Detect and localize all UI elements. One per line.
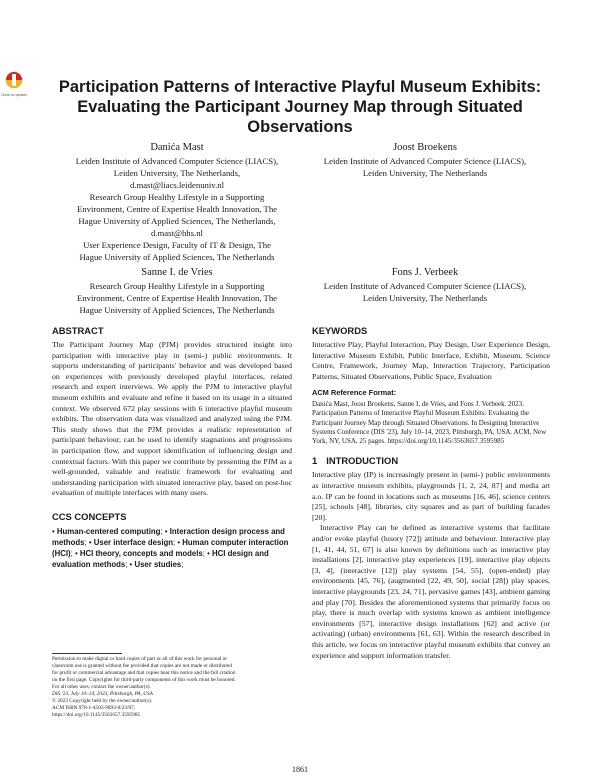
author-block-broekens <box>300 141 550 179</box>
affiliation-line: Research Group Healthy Lifestyle in a Supporting <box>89 281 265 291</box>
ccs-item[interactable]: Interaction design process and methods <box>52 526 285 547</box>
affiliation-line: Leiden University, The Netherlands, <box>113 168 241 178</box>
reference-format-heading: ACM Reference Format: <box>312 388 397 398</box>
footnote-line: DIS '23, July 10–14, 2023, Pittsburgh, PA, USA <box>52 691 153 697</box>
author-name: Joost Broekens <box>393 142 457 153</box>
author-block-mast <box>52 141 302 263</box>
keywords-text: Interactive Play, Playful Interaction, Play Design, User Experience Design, Interactive Museum Exhibit, Public Interface, Exhibit, Museum, Science Centre, Framework, Journey Map, Interaction Trajectory, Participation Patterns, Situated Observations, Public Space, Evaluation <box>312 340 550 381</box>
page-number: 1861 <box>292 765 308 774</box>
author-name: Sanne I. de Vries <box>141 267 213 278</box>
affiliation-line: Research Group Healthy Lifestyle in a Supporting <box>89 192 265 202</box>
badge-label: Check for updates <box>1 93 27 97</box>
affiliation-line: Leiden Institute of Advanced Computer Science (LIACS), <box>323 281 527 291</box>
affiliation-line: Leiden University, The Netherlands <box>362 168 488 178</box>
footnote-line: ACM ISBN 978-1-4503-9893-0/23/07. <box>52 705 136 711</box>
ccs-item[interactable]: Human computer interaction (HCI) <box>52 537 289 558</box>
abstract-heading: ABSTRACT <box>52 325 104 336</box>
introduction-heading <box>312 455 550 467</box>
affiliation-line: Hague University of Applied Sciences, The Netherlands <box>79 252 275 262</box>
paper-title <box>50 77 550 137</box>
footnote-line: classroom use is granted without fee provided that copies are not made or distributed <box>52 663 232 669</box>
reference-format-text: Danića Mast, Joost Broekens, Sanne I. de Vries, and Fons J. Verbeek. 2023. Participation Patterns of Interactive Playful Museum Exhibits: Evaluating the Participant Journey Map through Situated Observations. In Designing Interactive Systems Conference (DIS '23), July 10–14, 2023, Pittsburgh, PA, USA. ACM, New York, NY, USA, 25 pages. https://doi.org/10.1145/3563657.3595985 <box>312 399 547 446</box>
affiliation-line: User Experience Design, Faculty of IT & Design, The <box>83 240 271 250</box>
author-email[interactable]: d.mast@liacs.leidenuniv.nl <box>129 180 225 190</box>
footnote-line: Permission to make digital or hard copies of part or all of this work for personal or <box>52 656 228 662</box>
author-name: Danića Mast <box>150 142 204 153</box>
left-column <box>52 325 292 570</box>
ccs-item[interactable]: User interface design <box>93 537 174 547</box>
affiliation-line: Environment, Centre of Expertise Health Innovation, The <box>76 204 278 214</box>
right-column <box>312 325 550 661</box>
affiliation-line: Leiden Institute of Advanced Computer Science (LIACS), <box>323 156 527 166</box>
affiliation-line: Leiden University, The Netherlands <box>362 293 488 303</box>
affiliation-line: Leiden Institute of Advanced Computer Science (LIACS), <box>75 156 279 166</box>
ccs-item[interactable]: Human-centered computing <box>56 526 161 536</box>
footnote-divider <box>52 653 122 654</box>
ccs-concepts: • Human-centered computing; • Interaction design process and methods; • User interface design; • Human computer interaction (HCI); • HCI theory, concepts and models; • HCI design and evaluation methods; • User studies; <box>52 526 289 569</box>
affiliation-line: Environment, Centre of Expertise Health Innovation, The <box>76 293 278 303</box>
title-line: Observations <box>247 118 353 136</box>
footnote-line: © 2023 Copyright held by the owner/author(s). <box>52 698 153 704</box>
ccs-item[interactable]: HCI design and evaluation methods <box>52 548 269 569</box>
author-email[interactable]: d.mast@hhs.nl <box>151 228 203 238</box>
abstract-text: The Participant Journey Map (PJM) provides structured insight into participation with interactive play in (semi-) public environments. It supports understanding of participants' behavior and was developed based on experiences with previously developed playful interfaces, related research and expert interviews. We apply the PJM to interactive playful museum exhibits and evaluate and refine it based on its usage in a situated context. We observed 672 play sessions with 6 interactive playful museum exhibits. The observation data was visualized and analyzed using the PJM. This study shows that the PJM provides a realistic representation of participant behaviour, can be used to identify stagnations and progressions in participation flow, and support identification of influencing design and contextual factors. With this paper we contribute by presenting the PJM as a well-grounded, valuable and realistic framework for evaluating and understanding participation with situated interactive play, based on post-hoc evaluation of multiple interfaces with many users. <box>52 340 292 498</box>
affiliation-line: Hague University of Applied Sciences, The Netherlands, <box>78 216 276 226</box>
intro-paragraph: Interactive Play can be defined as interactive systems that facilitate and/or evoke playful (lusory [72]) attitude and behaviour. Interactive play [1, 41, 44, 51, 67] is also known by definitions such as interactive play installations [2], interactive play experiences [19], interactive play objects [3, 4], (interactive [12]) play systems [54, 55], (open-ended) play environments [45, 76], (augmented [22, 49, 50], social [28]) play spaces, interactive playgrounds [23, 24, 71], pervasive games [43], ambient gaming and play [70]. Besides the aforementioned systems that primarily focus on play, there is much overlap with systems known as ambient intelligence environments [57], interactive design installations [62] and active (or activating) (urban) environments [61, 63]. Within the research described in this article, we focus on interactive playful museum exhibits that convey an experience and support information transfer. <box>312 523 550 660</box>
title-line: Evaluating the Participant Journey Map through Situated <box>77 98 523 116</box>
footnote-line: For all other uses, contact the owner/author(s). <box>52 684 151 690</box>
footnote-line: for profit or commercial advantage and that copies bear this notice and the full citation <box>52 670 236 676</box>
section-title: INTRODUCTION <box>326 455 399 467</box>
ccs-item[interactable]: HCI theory, concepts and models <box>79 548 203 558</box>
title-line: Participation Patterns of Interactive Playful Museum Exhibits: <box>58 78 542 96</box>
footnote-line: on the first page. Copyrights for third-party components of this work must be honored. <box>52 677 236 683</box>
affiliation-line: Hague University of Applied Sciences, The Netherlands <box>79 305 275 315</box>
author-block-verbeek <box>300 266 550 304</box>
check-for-updates-icon[interactable] <box>3 70 25 100</box>
intro-paragraph: Interactive play (IP) is increasingly present in (semi-) public environments as interactive museum exhibits, playgrounds [1, 2, 24, 87] and media art a.o. IP can be found in locations such as museums [16, 46], science centers [25], schools [48], libraries, city squares and as part of building facades [20]. <box>312 470 550 522</box>
copyright-footnote <box>52 656 292 719</box>
doi-link[interactable]: https://doi.org/10.1145/3563657.3595985 <box>52 712 141 718</box>
author-name: Fons J. Verbeek <box>391 267 459 278</box>
ccs-heading: CCS CONCEPTS <box>52 510 127 522</box>
author-block-devries <box>52 266 302 316</box>
section-number: 1 <box>312 455 318 467</box>
keywords-heading: KEYWORDS <box>312 325 368 336</box>
ccs-item[interactable]: User studies <box>134 559 182 569</box>
